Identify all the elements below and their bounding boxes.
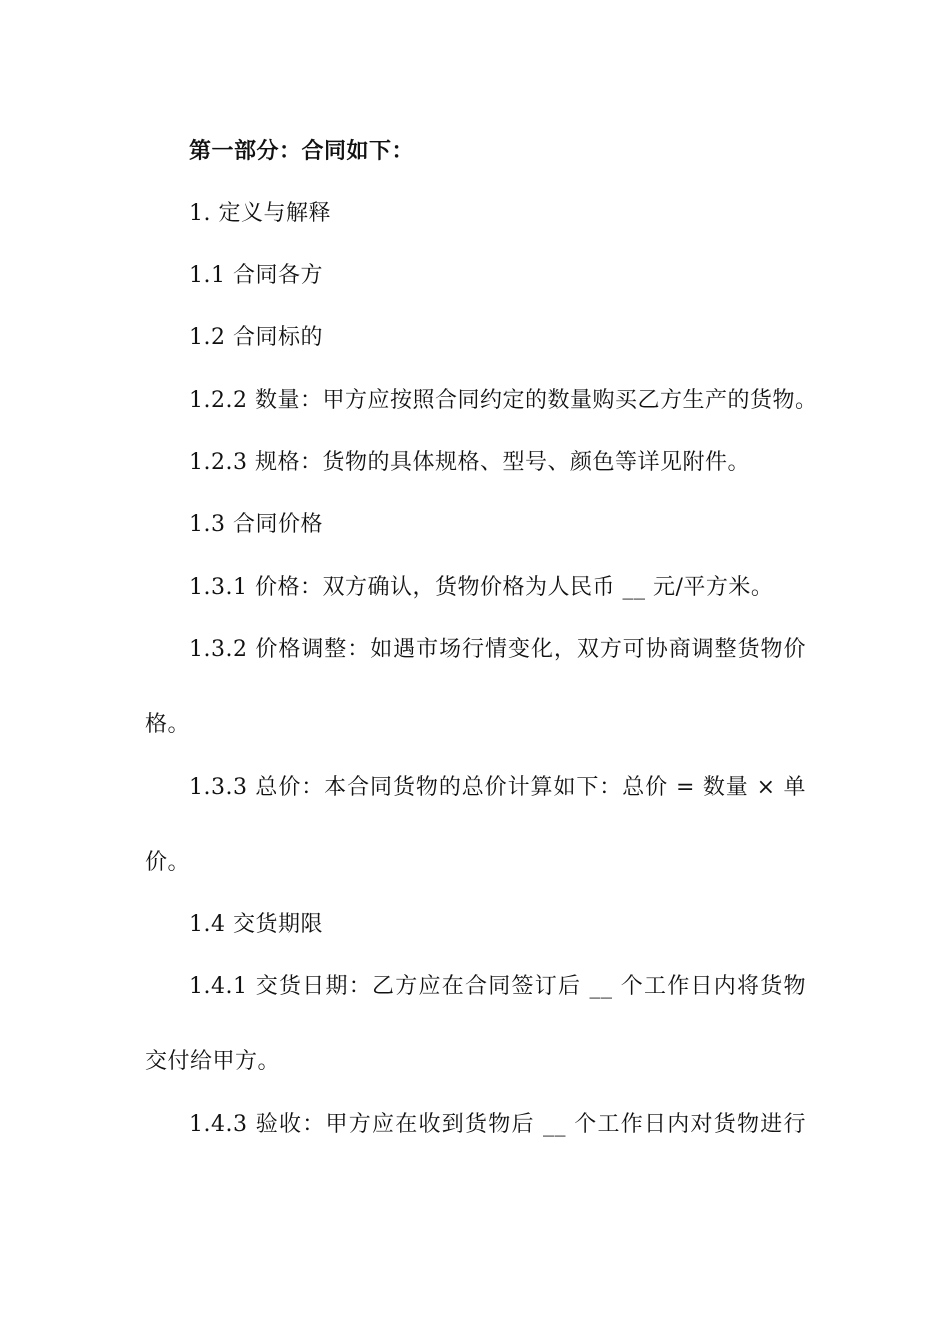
clause-1-2-2: 1.2.2 数量：甲方应按照合同约定的数量购买乙方生产的货物。 bbox=[189, 388, 818, 413]
clause-1-3: 1.3 合同价格 bbox=[189, 512, 323, 537]
clause-1: 1. 定义与解释 bbox=[189, 201, 331, 226]
clause-1-3-2-continued: 格。 bbox=[145, 712, 191, 737]
clause-1-3-3: 1.3.3 总价：本合同货物的总价计算如下：总价 = 数量 × 单 bbox=[189, 775, 806, 800]
section-heading: 第一部分：合同如下： bbox=[189, 139, 415, 164]
clause-1-4: 1.4 交货期限 bbox=[189, 912, 323, 937]
clause-1-2-3: 1.2.3 规格：货物的具体规格、型号、颜色等详见附件。 bbox=[189, 450, 750, 475]
clause-1-4-3: 1.4.3 验收：甲方应在收到货物后 __ 个工作日内对货物进行 bbox=[189, 1112, 806, 1137]
clause-1-4-1: 1.4.1 交货日期：乙方应在合同签订后 __ 个工作日内将货物 bbox=[189, 974, 806, 999]
clause-1-3-2: 1.3.2 价格调整：如遇市场行情变化，双方可协商调整货物价 bbox=[189, 637, 806, 662]
clause-1-2: 1.2 合同标的 bbox=[189, 325, 323, 350]
clause-1-1: 1.1 合同各方 bbox=[189, 263, 323, 288]
clause-1-3-1: 1.3.1 价格：双方确认，货物价格为人民币 __ 元/平方米。 bbox=[189, 575, 774, 600]
clause-1-3-3-continued: 价。 bbox=[145, 850, 191, 875]
clause-1-4-1-continued: 交付给甲方。 bbox=[145, 1049, 281, 1074]
